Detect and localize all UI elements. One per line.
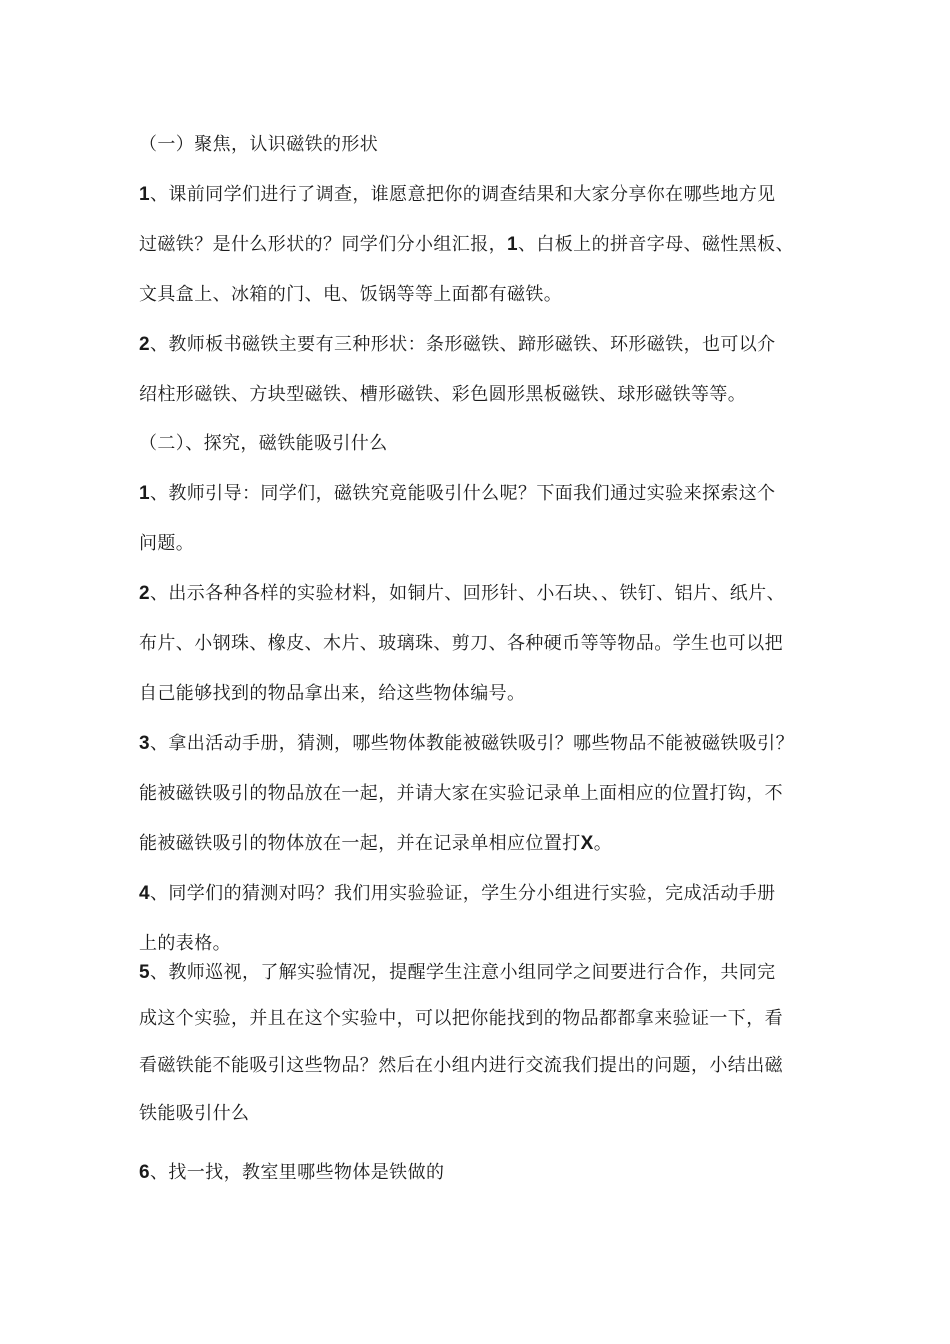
line-text: 过磁铁？是什么形状的？同学们分小组汇报， bbox=[139, 234, 507, 255]
item-number: 2 bbox=[139, 334, 150, 355]
item-number: 4 bbox=[139, 883, 150, 904]
paragraph-line bbox=[139, 232, 819, 258]
paragraph-line bbox=[139, 531, 819, 557]
line-text: 、白板上的拼音字母、磁性黑板、 bbox=[517, 234, 794, 255]
paragraph-line bbox=[139, 1006, 819, 1032]
paragraph-line bbox=[139, 881, 819, 907]
paragraph-line bbox=[139, 332, 819, 358]
line-text: 、拿出活动手册，猜测，哪些物体教能被磁铁吸引？哪些物品不能被磁铁吸引？ bbox=[149, 733, 794, 754]
line-text: 、找一找，教室里哪些物体是铁做的 bbox=[149, 1162, 445, 1183]
line-text: 布片、小钢珠、橡皮、木片、玻璃珠、剪刀、各种硬币等等物品。学生也可以把 bbox=[139, 633, 783, 654]
line-text: 能被磁铁吸引的物体放在一起，并在记录单相应位置打 bbox=[139, 833, 581, 854]
paragraph-line bbox=[139, 581, 819, 607]
line-text: 铁能吸引什么 bbox=[139, 1103, 250, 1124]
line-text: 问题。 bbox=[139, 533, 195, 554]
paragraph-line bbox=[139, 781, 819, 807]
line-text: 、课前同学们进行了调查，谁愿意把你的调查结果和大家分享你在哪些地方见 bbox=[149, 184, 776, 205]
paragraph-line bbox=[139, 960, 819, 986]
paragraph-line bbox=[139, 931, 819, 957]
item-number: 3 bbox=[139, 733, 150, 754]
paragraph-line bbox=[139, 282, 819, 308]
item-number: 1 bbox=[139, 483, 150, 504]
line-text: 、出示各种各样的实验材料，如铜片、回形针、小石块、、铁钉、铝片、纸片、 bbox=[149, 583, 785, 604]
line-text: 成这个实验，并且在这个实验中，可以把你能找到的物品都都拿来验证一下，看 bbox=[139, 1008, 783, 1029]
line-text: 自己能够找到的物品拿出来，给这些物体编号。 bbox=[139, 683, 526, 704]
section-heading-1: （一）聚焦，认识磁铁的形状 bbox=[139, 134, 379, 155]
paragraph-line bbox=[139, 731, 819, 757]
line-text: 看磁铁能不能吸引这些物品？然后在小组内进行交流我们提出的问题，小结出磁 bbox=[139, 1055, 783, 1076]
line-text: 文具盒上、冰箱的门、电、饭锅等等上面都有磁铁。 bbox=[139, 284, 563, 305]
line-text: 。 bbox=[593, 833, 613, 854]
section-heading-2: （二）、探究，磁铁能吸引什么 bbox=[139, 433, 388, 454]
paragraph-line bbox=[139, 681, 819, 707]
item-number: 1 bbox=[139, 184, 150, 205]
paragraph-line bbox=[139, 831, 819, 857]
line-text: 、教师引导：同学们，磁铁究竟能吸引什么呢？下面我们通过实验来探索这个 bbox=[149, 483, 776, 504]
line-text: 绍柱形磁铁、方块型磁铁、槽形磁铁、彩色圆形黑板磁铁、球形磁铁等等。 bbox=[139, 384, 747, 405]
paragraph-line bbox=[139, 1160, 819, 1186]
paragraph-line bbox=[139, 382, 819, 408]
paragraph-line bbox=[139, 182, 819, 208]
item-number: 6 bbox=[139, 1162, 150, 1183]
cross-mark: X bbox=[580, 833, 594, 854]
line-text: 、教师板书磁铁主要有三种形状：条形磁铁、蹄形磁铁、环形磁铁，也可以介 bbox=[149, 334, 776, 355]
paragraph-line bbox=[139, 631, 819, 657]
item-number: 2 bbox=[139, 583, 150, 604]
item-number: 5 bbox=[139, 962, 150, 983]
line-text: 能被磁铁吸引的物品放在一起，并请大家在实验记录单上面相应的位置打钩，不 bbox=[139, 783, 783, 804]
paragraph-line bbox=[139, 1053, 819, 1079]
item-number-inline: 1 bbox=[507, 234, 518, 255]
line-text: 、同学们的猜测对吗？我们用实验验证，学生分小组进行实验，完成活动手册 bbox=[149, 883, 776, 904]
paragraph-line bbox=[139, 1101, 819, 1127]
line-text: 、教师巡视，了解实验情况，提醒学生注意小组同学之间要进行合作，共同完 bbox=[149, 962, 776, 983]
paragraph-line bbox=[139, 481, 819, 507]
line-text: 上的表格。 bbox=[139, 933, 231, 954]
